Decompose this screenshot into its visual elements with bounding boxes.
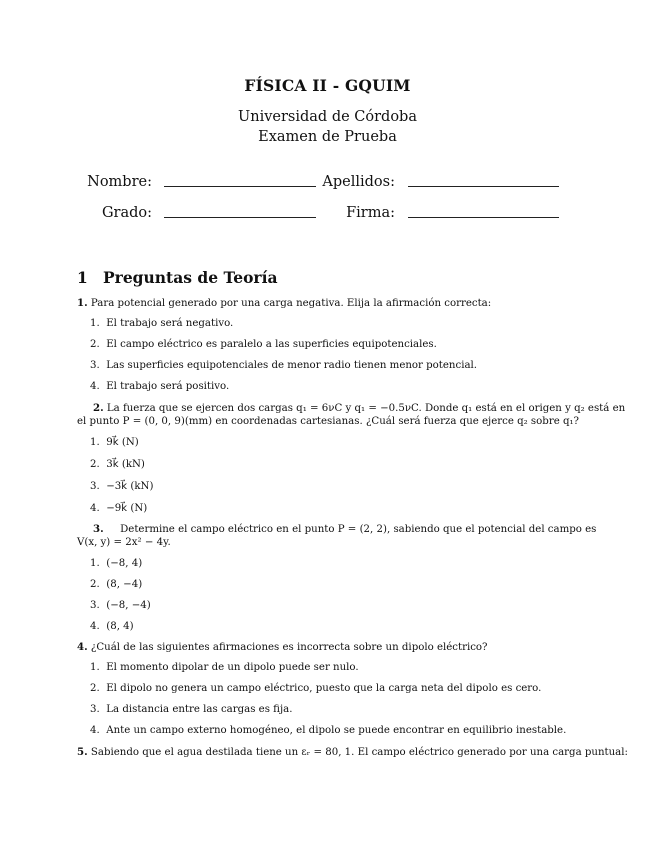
grado-label: Grado: (101, 205, 152, 221)
question-number: 1. (77, 297, 88, 309)
university-name: Universidad de Córdoba (238, 109, 417, 125)
question-3-line-2: V(x, y) = 2x² − 4y. (77, 537, 171, 548)
nombre-label: Nombre: (87, 174, 152, 190)
apellidos-field[interactable] (408, 186, 559, 187)
question-2-line-2: el punto P = (0, 0, 9)(mm) en coordenadas cartesianas. ¿Cuál será fuerza que ejerce q₂ sobre q₁? (77, 416, 580, 427)
option[interactable]: 1. 9k⃗ (N) (90, 437, 139, 448)
option[interactable]: 3. (−8, −4) (90, 600, 151, 611)
option[interactable]: 1. El trabajo será negativo. (90, 318, 234, 329)
question-4 (77, 639, 488, 656)
option[interactable]: 2. 3k⃗ (kN) (90, 459, 145, 470)
question-number: 4. (77, 641, 88, 653)
question-number: 3. (93, 523, 104, 535)
option[interactable]: 3. −3k⃗ (kN) (90, 481, 154, 492)
question-text: ¿Cuál de las siguientes afirmaciones es incorrecta sobre un dipolo eléctrico? (90, 642, 488, 653)
section-number: 1 (77, 268, 88, 287)
option[interactable]: 4. −9k⃗ (N) (90, 503, 148, 514)
option[interactable]: 3. Las superficies equipotenciales de menor radio tienen menor potencial. (90, 360, 478, 371)
question-text: Para potencial generado por una carga negativa. Elija la afirmación correcta: (90, 298, 492, 309)
option[interactable]: 3. La distancia entre las cargas es fija. (90, 704, 293, 715)
grado-field[interactable] (164, 217, 316, 218)
section-heading (77, 268, 278, 287)
firma-label: Firma: (346, 205, 395, 221)
option[interactable]: 4. Ante un campo externo homogéneo, el dipolo se puede encontrar en equilibrio inestable. (90, 725, 567, 736)
option[interactable]: 4. (8, 4) (90, 621, 134, 632)
question-text: Determine el campo eléctrico en el punto P = (2, 2), sabiendo que el potencial del campo es (120, 524, 597, 535)
option[interactable]: 4. El trabajo será positivo. (90, 381, 230, 392)
option[interactable]: 1. El momento dipolar de un dipolo puede ser nulo. (90, 662, 359, 673)
option[interactable]: 2. (8, −4) (90, 579, 143, 590)
question-text: Sabiendo que el agua destilada tiene un εᵣ = 80, 1. El campo eléctrico generado por una carga puntual: (90, 747, 628, 758)
section-title: Preguntas de Teoría (103, 268, 278, 287)
question-text: La fuerza que se ejercen dos cargas q₁ = 6νC y q₁ = −0.5νC. Donde q₁ está en el origen y q₂ está en (106, 403, 626, 414)
question-1 (77, 295, 491, 312)
firma-field[interactable] (408, 217, 559, 218)
apellidos-label: Apellidos: (322, 174, 395, 190)
option[interactable]: 1. (−8, 4) (90, 558, 143, 569)
question-number: 5. (77, 746, 88, 758)
exam-title: FÍSICA II - GQUIM (244, 76, 411, 95)
option[interactable]: 2. El dipolo no genera un campo eléctrico, puesto que la carga neta del dipolo es cero. (90, 683, 542, 694)
nombre-field[interactable] (164, 186, 316, 187)
question-5 (77, 744, 628, 761)
option[interactable]: 2. El campo eléctrico es paralelo a las superficies equipotenciales. (90, 339, 437, 350)
question-number: 2. (93, 402, 104, 414)
exam-subtitle: Examen de Prueba (258, 129, 397, 145)
